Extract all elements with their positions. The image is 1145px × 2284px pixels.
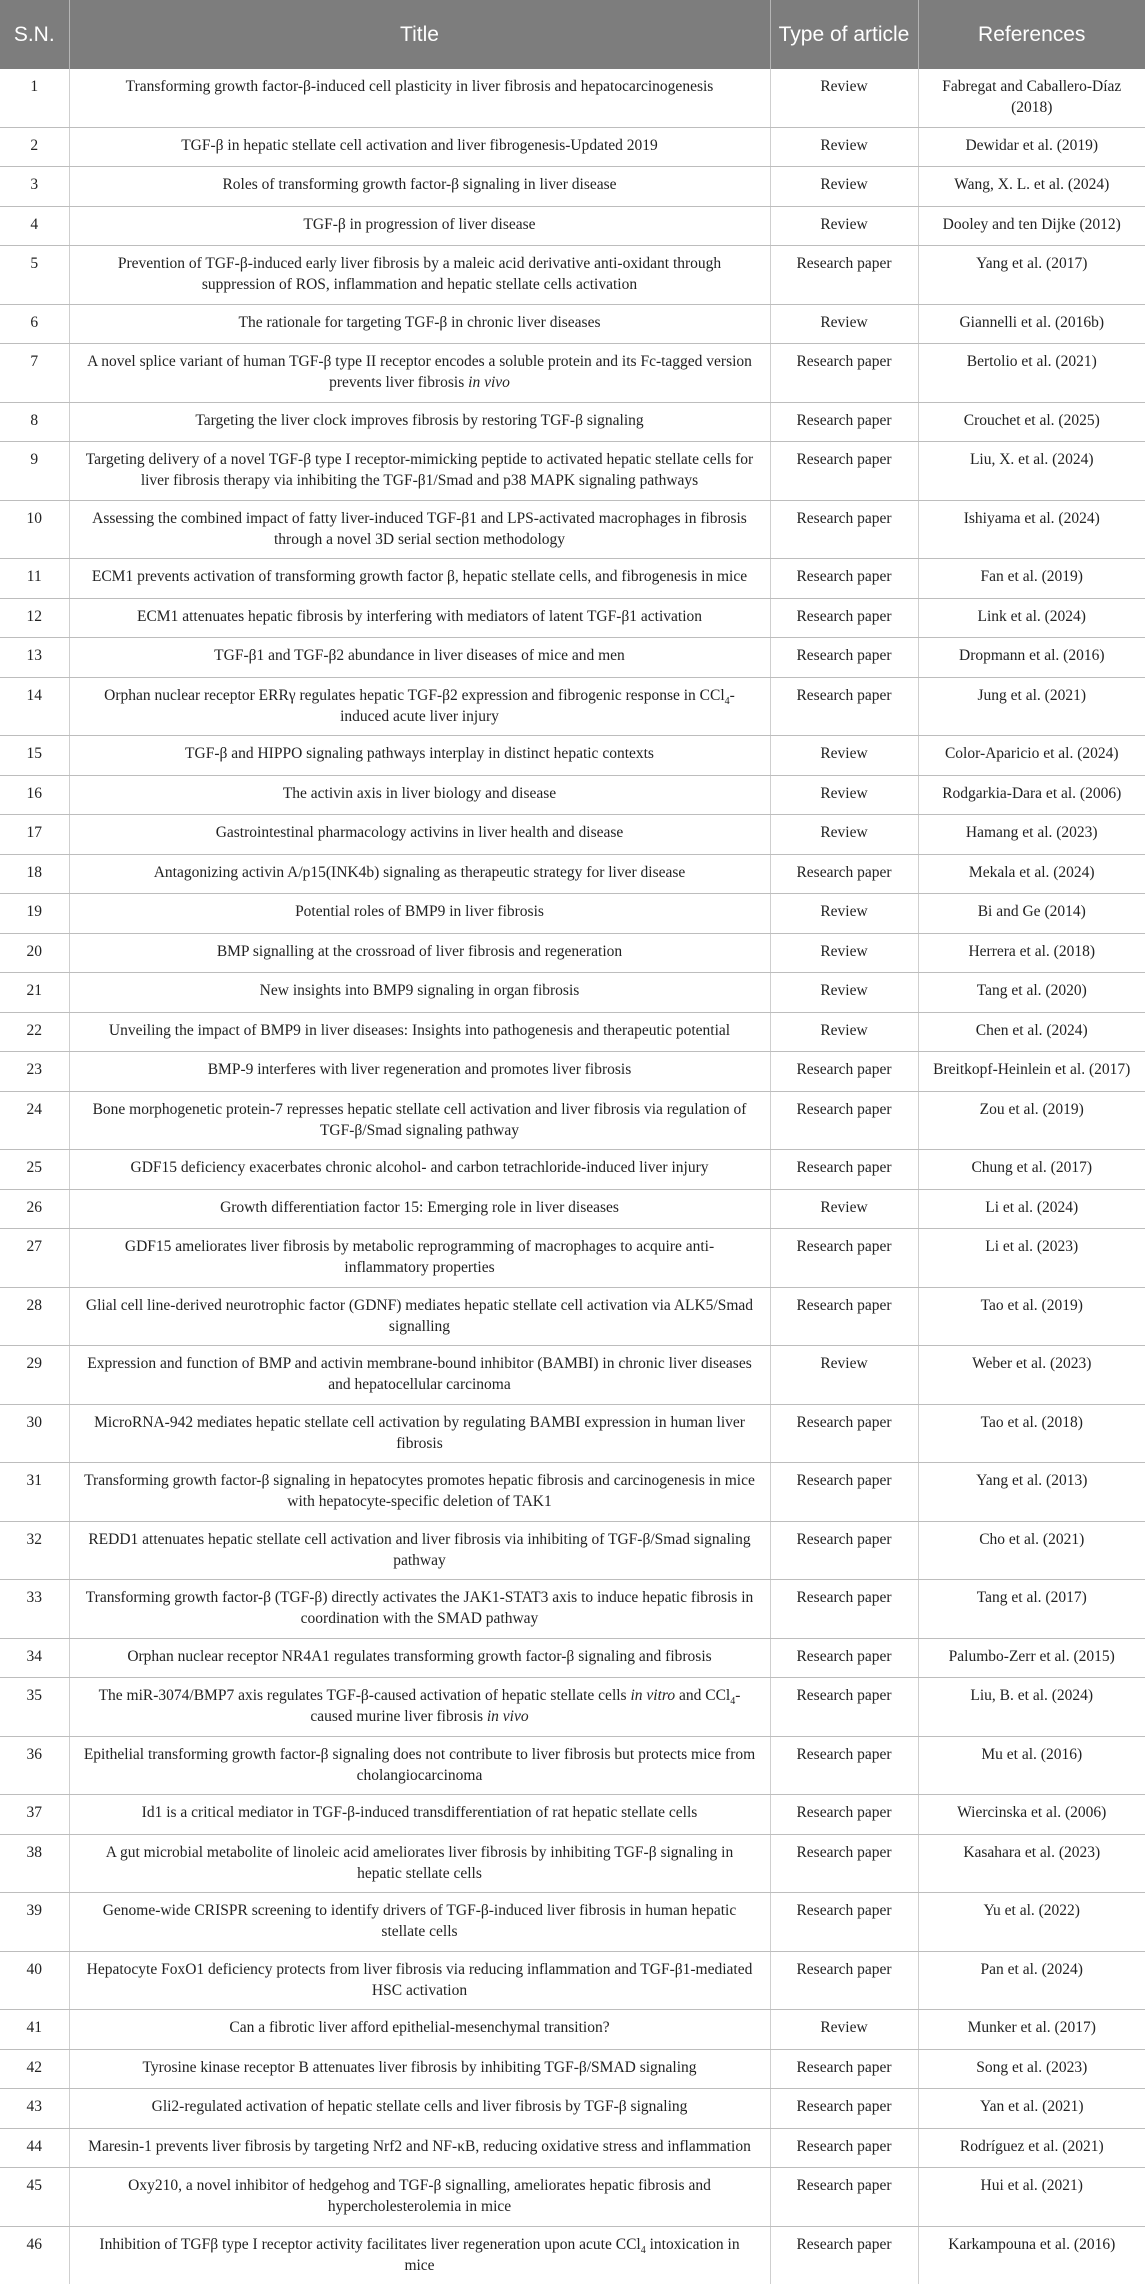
cell-sn: 34 bbox=[0, 1638, 69, 1678]
cell-reference: Pan et al. (2024) bbox=[918, 1951, 1145, 2010]
cell-type: Research paper bbox=[770, 1736, 918, 1795]
cell-title: Id1 is a critical mediator in TGF-β-induced transdifferentiation of rat hepatic stellate cells bbox=[69, 1795, 770, 1835]
table-row bbox=[0, 1229, 1145, 1288]
cell-sn: 24 bbox=[0, 1091, 69, 1150]
cell-type: Research paper bbox=[770, 1229, 918, 1288]
cell-type: Review bbox=[770, 206, 918, 246]
title-italic-part: in vivo bbox=[468, 374, 510, 391]
cell-title: Epithelial transforming growth factor-β signaling does not contribute to liver fibrosis but protects mice from cholangiocarcinoma bbox=[69, 1736, 770, 1795]
table-row bbox=[0, 1736, 1145, 1795]
cell-title: GDF15 ameliorates liver fibrosis by metabolic reprogramming of macrophages to acquire anti-inflammatory properties bbox=[69, 1229, 770, 1288]
cell-title: Prevention of TGF-β-induced early liver fibrosis by a maleic acid derivative anti-oxidant through suppression of ROS, inflammation and hepatic stellate cells activation bbox=[69, 246, 770, 305]
title-italic-part: in vitro bbox=[630, 1687, 676, 1704]
cell-type: Research paper bbox=[770, 677, 918, 736]
title-italic-part: in vivo bbox=[486, 1708, 529, 1725]
cell-title: Transforming growth factor-β-induced cell plasticity in liver fibrosis and hepatocarcinogenesis bbox=[69, 69, 770, 127]
table-row bbox=[0, 1463, 1145, 1522]
cell-sn: 26 bbox=[0, 1189, 69, 1229]
cell-reference: Li et al. (2023) bbox=[918, 1229, 1145, 1288]
cell-title: Targeting delivery of a novel TGF-β type I receptor-mimicking peptide to activated hepatic stellate cells for liver fibrosis therapy via inhibiting the TGF-β1/Smad and p38 MAPK signaling pathways bbox=[69, 442, 770, 501]
table-row bbox=[0, 2010, 1145, 2050]
cell-title: Gli2-regulated activation of hepatic stellate cells and liver fibrosis by TGF-β signaling bbox=[69, 2089, 770, 2129]
cell-title: Potential roles of BMP9 in liver fibrosis bbox=[69, 894, 770, 934]
cell-sn: 18 bbox=[0, 854, 69, 894]
table-row bbox=[0, 442, 1145, 501]
cell-type: Research paper bbox=[770, 1287, 918, 1346]
cell-reference: Liu, X. et al. (2024) bbox=[918, 442, 1145, 501]
cell-type: Research paper bbox=[770, 1150, 918, 1190]
cell-title bbox=[69, 2226, 770, 2284]
cell-reference: Giannelli et al. (2016b) bbox=[918, 304, 1145, 344]
cell-type: Review bbox=[770, 933, 918, 973]
cell-reference: Dooley and ten Dijke (2012) bbox=[918, 206, 1145, 246]
cell-title: Assessing the combined impact of fatty liver-induced TGF-β1 and LPS-activated macrophages in fibrosis through a novel 3D serial section methodology bbox=[69, 500, 770, 559]
cell-reference: Breitkopf-Heinlein et al. (2017) bbox=[918, 1052, 1145, 1092]
cell-type: Research paper bbox=[770, 1678, 918, 1737]
cell-type: Research paper bbox=[770, 1893, 918, 1952]
cell-reference: Tang et al. (2017) bbox=[918, 1580, 1145, 1639]
cell-sn: 32 bbox=[0, 1521, 69, 1580]
cell-reference: Tang et al. (2020) bbox=[918, 973, 1145, 1013]
cell-title: BMP signalling at the crossroad of liver fibrosis and regeneration bbox=[69, 933, 770, 973]
table-row bbox=[0, 127, 1145, 167]
cell-sn: 46 bbox=[0, 2226, 69, 2284]
cell-sn: 23 bbox=[0, 1052, 69, 1092]
table-row bbox=[0, 1580, 1145, 1639]
cell-sn: 31 bbox=[0, 1463, 69, 1522]
cell-type: Review bbox=[770, 304, 918, 344]
cell-title: MicroRNA-942 mediates hepatic stellate cell activation by regulating BAMBI expression in human liver fibrosis bbox=[69, 1404, 770, 1463]
cell-sn: 39 bbox=[0, 1893, 69, 1952]
cell-type: Research paper bbox=[770, 442, 918, 501]
table-row bbox=[0, 775, 1145, 815]
cell-type: Review bbox=[770, 894, 918, 934]
cell-reference: Herrera et al. (2018) bbox=[918, 933, 1145, 973]
cell-sn: 35 bbox=[0, 1678, 69, 1737]
table-row bbox=[0, 1346, 1145, 1405]
cell-type: Research paper bbox=[770, 1463, 918, 1522]
table-row bbox=[0, 1012, 1145, 1052]
cell-type: Review bbox=[770, 815, 918, 855]
cell-reference: Weber et al. (2023) bbox=[918, 1346, 1145, 1405]
cell-title: Growth differentiation factor 15: Emerging role in liver diseases bbox=[69, 1189, 770, 1229]
cell-sn: 9 bbox=[0, 442, 69, 501]
cell-title: Roles of transforming growth factor-β signaling in liver disease bbox=[69, 167, 770, 207]
cell-sn: 4 bbox=[0, 206, 69, 246]
cell-reference: Chen et al. (2024) bbox=[918, 1012, 1145, 1052]
cell-sn: 38 bbox=[0, 1834, 69, 1893]
cell-reference: Ishiyama et al. (2024) bbox=[918, 500, 1145, 559]
cell-type: Research paper bbox=[770, 1638, 918, 1678]
table-row bbox=[0, 304, 1145, 344]
cell-sn: 5 bbox=[0, 246, 69, 305]
table-row bbox=[0, 815, 1145, 855]
title-subscript-part: 4 bbox=[730, 1696, 736, 1708]
cell-title: TGF-β in hepatic stellate cell activation and liver fibrogenesis-Updated 2019 bbox=[69, 127, 770, 167]
cell-title: Transforming growth factor-β (TGF-β) directly activates the JAK1-STAT3 axis to induce hepatic fibrosis in coordination with the SMAD pathway bbox=[69, 1580, 770, 1639]
cell-type: Research paper bbox=[770, 1580, 918, 1639]
cell-type: Research paper bbox=[770, 500, 918, 559]
table-row bbox=[0, 1521, 1145, 1580]
cell-title: New insights into BMP9 signaling in organ fibrosis bbox=[69, 973, 770, 1013]
cell-sn: 42 bbox=[0, 2049, 69, 2089]
table-row bbox=[0, 402, 1145, 442]
cell-type: Review bbox=[770, 127, 918, 167]
cell-title: Bone morphogenetic protein-7 represses hepatic stellate cell activation and liver fibrosis via regulation of TGF-β/Smad signaling pathway bbox=[69, 1091, 770, 1150]
cell-sn: 29 bbox=[0, 1346, 69, 1405]
cell-sn: 2 bbox=[0, 127, 69, 167]
cell-type: Research paper bbox=[770, 1834, 918, 1893]
title-text-part: Inhibition of TGFβ type I receptor activity facilitates liver regeneration upon acute CCl bbox=[99, 2235, 641, 2253]
cell-reference: Li et al. (2024) bbox=[918, 1189, 1145, 1229]
table-row bbox=[0, 598, 1145, 638]
cell-type: Review bbox=[770, 1189, 918, 1229]
cell-reference: Chung et al. (2017) bbox=[918, 1150, 1145, 1190]
table-row bbox=[0, 933, 1145, 973]
cell-sn: 1 bbox=[0, 69, 69, 127]
table-row bbox=[0, 1091, 1145, 1150]
cell-sn: 19 bbox=[0, 894, 69, 934]
title-text-part: -caused murine liver fibrosis bbox=[310, 1687, 741, 1725]
table-row bbox=[0, 1795, 1145, 1835]
cell-type: Review bbox=[770, 69, 918, 127]
table-body bbox=[0, 69, 1145, 2284]
table-row bbox=[0, 2128, 1145, 2168]
table-row bbox=[0, 1678, 1145, 1737]
cell-reference: Palumbo-Zerr et al. (2015) bbox=[918, 1638, 1145, 1678]
cell-reference: Dewidar et al. (2019) bbox=[918, 127, 1145, 167]
table-row bbox=[0, 894, 1145, 934]
cell-reference: Yan et al. (2021) bbox=[918, 2089, 1145, 2129]
cell-title: ECM1 prevents activation of transforming growth factor β, hepatic stellate cells, and fibrogenesis in mice bbox=[69, 559, 770, 599]
table-row bbox=[0, 344, 1145, 403]
cell-sn: 25 bbox=[0, 1150, 69, 1190]
cell-title bbox=[69, 344, 770, 403]
cell-title: TGF-β and HIPPO signaling pathways interplay in distinct hepatic contexts bbox=[69, 736, 770, 776]
cell-type: Research paper bbox=[770, 2089, 918, 2129]
header-sn: S.N. bbox=[0, 0, 69, 69]
cell-reference: Wang, X. L. et al. (2024) bbox=[918, 167, 1145, 207]
table-row bbox=[0, 1893, 1145, 1952]
cell-sn: 20 bbox=[0, 933, 69, 973]
cell-reference: Hui et al. (2021) bbox=[918, 2168, 1145, 2227]
table-row bbox=[0, 2168, 1145, 2227]
table-row bbox=[0, 1052, 1145, 1092]
title-text-part: intoxication in mice bbox=[404, 2235, 740, 2274]
cell-title: Maresin-1 prevents liver fibrosis by targeting Nrf2 and NF-κB, reducing oxidative stress and inflammation bbox=[69, 2128, 770, 2168]
cell-sn: 6 bbox=[0, 304, 69, 344]
cell-reference: Yang et al. (2017) bbox=[918, 246, 1145, 305]
cell-title: Tyrosine kinase receptor B attenuates liver fibrosis by inhibiting TGF-β/SMAD signaling bbox=[69, 2049, 770, 2089]
cell-type: Research paper bbox=[770, 246, 918, 305]
table-row bbox=[0, 167, 1145, 207]
table-row bbox=[0, 1287, 1145, 1346]
cell-type: Research paper bbox=[770, 2128, 918, 2168]
cell-sn: 10 bbox=[0, 500, 69, 559]
cell-type: Research paper bbox=[770, 344, 918, 403]
cell-sn: 16 bbox=[0, 775, 69, 815]
cell-type: Research paper bbox=[770, 559, 918, 599]
cell-reference: Yu et al. (2022) bbox=[918, 1893, 1145, 1952]
cell-title: Hepatocyte FoxO1 deficiency protects from liver fibrosis via reducing inflammation and TGF-β1-mediated HSC activation bbox=[69, 1951, 770, 2010]
table-row bbox=[0, 1638, 1145, 1678]
cell-type: Review bbox=[770, 1012, 918, 1052]
table-row bbox=[0, 500, 1145, 559]
cell-reference: Yang et al. (2013) bbox=[918, 1463, 1145, 1522]
title-text-part: A novel splice variant of human TGF-β type II receptor encodes a soluble protein and its Fc-tagged version prevents liver fibrosis bbox=[87, 353, 752, 391]
cell-type: Research paper bbox=[770, 2226, 918, 2284]
cell-reference: Fan et al. (2019) bbox=[918, 559, 1145, 599]
cell-reference: Tao et al. (2019) bbox=[918, 1287, 1145, 1346]
cell-type: Review bbox=[770, 167, 918, 207]
cell-reference: Bertolio et al. (2021) bbox=[918, 344, 1145, 403]
cell-sn: 28 bbox=[0, 1287, 69, 1346]
table-row bbox=[0, 736, 1145, 776]
cell-sn: 12 bbox=[0, 598, 69, 638]
table-row bbox=[0, 1404, 1145, 1463]
cell-reference: Rodríguez et al. (2021) bbox=[918, 2128, 1145, 2168]
cell-reference: Bi and Ge (2014) bbox=[918, 894, 1145, 934]
title-text-part: Orphan nuclear receptor ERRγ regulates hepatic TGF-β2 expression and fibrogenic response in CCl bbox=[104, 686, 725, 704]
cell-title: GDF15 deficiency exacerbates chronic alcohol- and carbon tetrachloride-induced liver injury bbox=[69, 1150, 770, 1190]
cell-sn: 27 bbox=[0, 1229, 69, 1288]
cell-reference: Cho et al. (2021) bbox=[918, 1521, 1145, 1580]
cell-reference: Liu, B. et al. (2024) bbox=[918, 1678, 1145, 1737]
cell-reference: Link et al. (2024) bbox=[918, 598, 1145, 638]
cell-type: Research paper bbox=[770, 1521, 918, 1580]
cell-title: Expression and function of BMP and activin membrane-bound inhibitor (BAMBI) in chronic liver diseases and hepatocellular carcinoma bbox=[69, 1346, 770, 1405]
cell-reference: Tao et al. (2018) bbox=[918, 1404, 1145, 1463]
cell-reference: Mu et al. (2016) bbox=[918, 1736, 1145, 1795]
cell-reference: Fabregat and Caballero-Díaz (2018) bbox=[918, 69, 1145, 127]
table-row bbox=[0, 559, 1145, 599]
title-text-part: and CCl bbox=[675, 1687, 731, 1704]
cell-reference: Wiercinska et al. (2006) bbox=[918, 1795, 1145, 1835]
cell-title: Gastrointestinal pharmacology activins in liver health and disease bbox=[69, 815, 770, 855]
cell-sn: 33 bbox=[0, 1580, 69, 1639]
cell-title: Unveiling the impact of BMP9 in liver diseases: Insights into pathogenesis and therapeutic potential bbox=[69, 1012, 770, 1052]
cell-reference: Mekala et al. (2024) bbox=[918, 854, 1145, 894]
cell-title: TGF-β1 and TGF-β2 abundance in liver diseases of mice and men bbox=[69, 638, 770, 678]
cell-title: The rationale for targeting TGF-β in chronic liver diseases bbox=[69, 304, 770, 344]
cell-type: Review bbox=[770, 2010, 918, 2050]
cell-reference: Jung et al. (2021) bbox=[918, 677, 1145, 736]
cell-title bbox=[69, 677, 770, 736]
table-row bbox=[0, 246, 1145, 305]
cell-type: Review bbox=[770, 973, 918, 1013]
cell-reference: Color-Aparicio et al. (2024) bbox=[918, 736, 1145, 776]
title-subscript-part: 4 bbox=[724, 695, 730, 707]
table-row bbox=[0, 69, 1145, 127]
table-row bbox=[0, 206, 1145, 246]
cell-type: Research paper bbox=[770, 1052, 918, 1092]
cell-sn: 11 bbox=[0, 559, 69, 599]
cell-title: Antagonizing activin A/p15(INK4b) signaling as therapeutic strategy for liver disease bbox=[69, 854, 770, 894]
cell-sn: 40 bbox=[0, 1951, 69, 2010]
cell-title: Targeting the liver clock improves fibrosis by restoring TGF-β signaling bbox=[69, 402, 770, 442]
cell-sn: 44 bbox=[0, 2128, 69, 2168]
cell-title: A gut microbial metabolite of linoleic acid ameliorates liver fibrosis by inhibiting TGF-β signaling in hepatic stellate cells bbox=[69, 1834, 770, 1893]
cell-sn: 13 bbox=[0, 638, 69, 678]
cell-sn: 45 bbox=[0, 2168, 69, 2227]
title-text-part: -induced acute liver injury bbox=[340, 686, 735, 725]
title-subscript-part: 4 bbox=[640, 2244, 646, 2256]
cell-sn: 43 bbox=[0, 2089, 69, 2129]
table-row bbox=[0, 1189, 1145, 1229]
table-row bbox=[0, 854, 1145, 894]
cell-title: ECM1 attenuates hepatic fibrosis by interfering with mediators of latent TGF-β1 activation bbox=[69, 598, 770, 638]
cell-sn: 7 bbox=[0, 344, 69, 403]
cell-sn: 3 bbox=[0, 167, 69, 207]
header-title: Title bbox=[69, 0, 770, 69]
cell-title: Oxy210, a novel inhibitor of hedgehog and TGF-β signalling, ameliorates hepatic fibrosis and hypercholesterolemia in mice bbox=[69, 2168, 770, 2227]
header-references: References bbox=[918, 0, 1145, 69]
cell-title: Can a fibrotic liver afford epithelial-mesenchymal transition? bbox=[69, 2010, 770, 2050]
cell-title: REDD1 attenuates hepatic stellate cell activation and liver fibrosis via inhibiting of TGF-β/Smad signaling pathway bbox=[69, 1521, 770, 1580]
cell-reference: Dropmann et al. (2016) bbox=[918, 638, 1145, 678]
title-text-part: The miR-3074/BMP7 axis regulates TGF-β-caused activation of hepatic stellate cells bbox=[98, 1687, 631, 1704]
cell-sn: 22 bbox=[0, 1012, 69, 1052]
cell-reference: Hamang et al. (2023) bbox=[918, 815, 1145, 855]
table-row bbox=[0, 2226, 1145, 2284]
cell-sn: 30 bbox=[0, 1404, 69, 1463]
cell-title: Orphan nuclear receptor NR4A1 regulates transforming growth factor-β signaling and fibrosis bbox=[69, 1638, 770, 1678]
cell-sn: 37 bbox=[0, 1795, 69, 1835]
cell-type: Research paper bbox=[770, 1091, 918, 1150]
cell-type: Review bbox=[770, 775, 918, 815]
table-row bbox=[0, 2089, 1145, 2129]
cell-sn: 36 bbox=[0, 1736, 69, 1795]
cell-reference: Zou et al. (2019) bbox=[918, 1091, 1145, 1150]
cell-type: Research paper bbox=[770, 2049, 918, 2089]
cell-title: TGF-β in progression of liver disease bbox=[69, 206, 770, 246]
cell-type: Research paper bbox=[770, 402, 918, 442]
cell-title bbox=[69, 1678, 770, 1737]
cell-reference: Song et al. (2023) bbox=[918, 2049, 1145, 2089]
cell-type: Research paper bbox=[770, 598, 918, 638]
cell-reference: Crouchet et al. (2025) bbox=[918, 402, 1145, 442]
cell-sn: 14 bbox=[0, 677, 69, 736]
cell-title: BMP-9 interferes with liver regeneration and promotes liver fibrosis bbox=[69, 1052, 770, 1092]
cell-title: The activin axis in liver biology and disease bbox=[69, 775, 770, 815]
cell-sn: 17 bbox=[0, 815, 69, 855]
cell-reference: Rodgarkia-Dara et al. (2006) bbox=[918, 775, 1145, 815]
cell-type: Research paper bbox=[770, 854, 918, 894]
table-row bbox=[0, 1834, 1145, 1893]
cell-title: Transforming growth factor-β signaling in hepatocytes promotes hepatic fibrosis and carcinogenesis in mice with hepatocyte-specific deletion of TAK1 bbox=[69, 1463, 770, 1522]
cell-sn: 41 bbox=[0, 2010, 69, 2050]
table-row bbox=[0, 2049, 1145, 2089]
cell-reference: Karkampouna et al. (2016) bbox=[948, 2235, 1116, 2253]
table-row bbox=[0, 638, 1145, 678]
cell-sn: 8 bbox=[0, 402, 69, 442]
cell-type: Research paper bbox=[770, 1795, 918, 1835]
cell-reference: Kasahara et al. (2023) bbox=[918, 1834, 1145, 1893]
cell-title: Genome-wide CRISPR screening to identify drivers of TGF-β-induced liver fibrosis in human hepatic stellate cells bbox=[69, 1893, 770, 1952]
cell-reference: Munker et al. (2017) bbox=[918, 2010, 1145, 2050]
table-row bbox=[0, 1150, 1145, 1190]
header-type: Type of article bbox=[770, 0, 918, 69]
cell-type: Review bbox=[770, 1346, 918, 1405]
cell-sn: 21 bbox=[0, 973, 69, 1013]
cell-type: Research paper bbox=[770, 1951, 918, 2010]
table-row bbox=[0, 973, 1145, 1013]
cell-type: Research paper bbox=[770, 638, 918, 678]
table-row bbox=[0, 1951, 1145, 2010]
cell-title: Glial cell line-derived neurotrophic factor (GDNF) mediates hepatic stellate cell activation via ALK5/Smad signalling bbox=[69, 1287, 770, 1346]
cell-sn: 15 bbox=[0, 736, 69, 776]
cell-type: Research paper bbox=[770, 1404, 918, 1463]
table-row bbox=[0, 677, 1145, 736]
table-header-row bbox=[0, 0, 1145, 69]
cell-type: Research paper bbox=[770, 2168, 918, 2227]
cell-type: Review bbox=[770, 736, 918, 776]
